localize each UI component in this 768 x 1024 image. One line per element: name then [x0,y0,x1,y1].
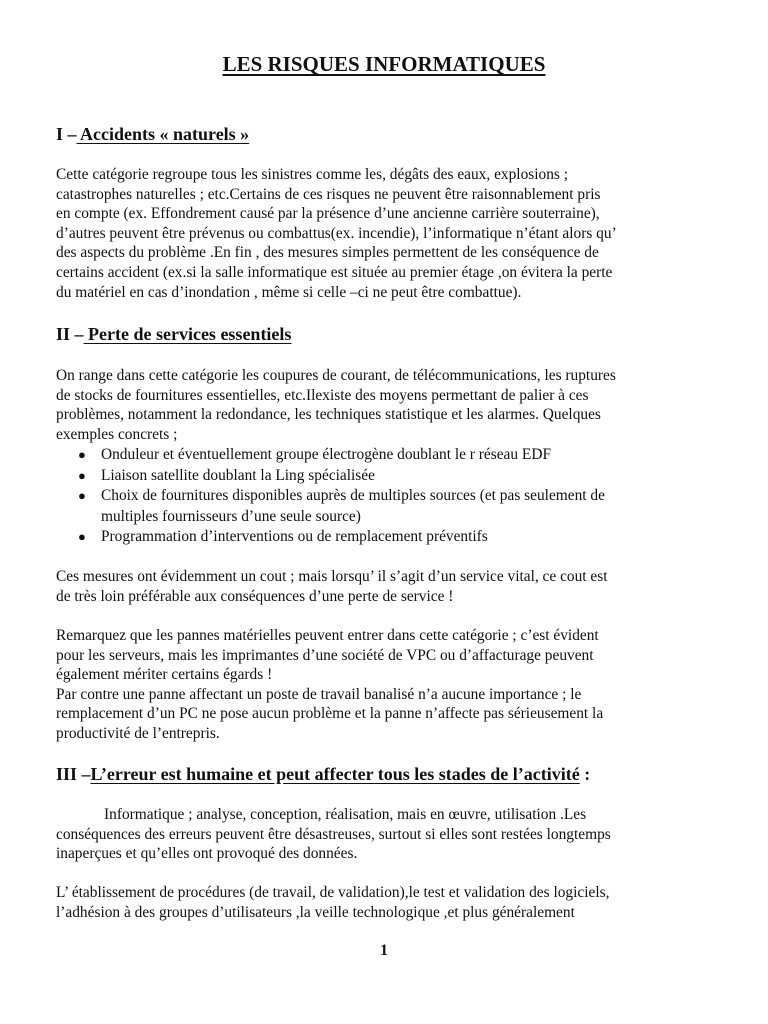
section-1-number: I – [56,124,77,144]
text-line: productivité de l’entrepris. [56,724,220,742]
examples-list [56,445,716,548]
text-line: Informatique ; analyse, conception, réalisation, mais en œuvre, utilisation .Les [104,806,587,823]
section-2-number: II – [56,324,84,344]
list-item [56,466,716,487]
section-2-title: Perte de services essentiels [83,324,292,344]
page-title: LES RISQUES INFORMATIQUES [222,52,546,76]
section-1-heading [56,124,249,145]
section-3-suffix: : [579,764,591,784]
text-line: catastrophes naturelles ; etc.Certains de ces risques ne peuvent être raisonnablement pris [56,185,601,203]
text-line: l’adhésion à des groupes d’utilisateurs ,la veille technologique ,et plus généralement [56,903,575,921]
bullet-icon: ● [78,529,86,544]
text-line: Choix de fournitures disponibles auprès de multiples sources (et pas seulement de [101,487,605,504]
bullet-icon: ● [78,488,86,503]
section-1-paragraph [56,165,716,302]
list-item [56,445,716,466]
page-number: 1 [380,942,388,959]
section-1-title: Accidents « naturels » [76,124,250,144]
text-line: certains accident (ex.si la salle informatique est située au premier étage ,on évitera la perte [56,263,613,281]
section-3-paragraph-1 [56,805,716,864]
list-item [56,486,716,527]
text-line: du matériel en cas d’inondation , même si celle –ci ne peut être combattue). [56,283,522,301]
text-line: Ces mesures ont évidemment un cout ; mais lorsqu’ il s’agit d’un service vital, ce cout est [56,568,608,585]
section-3-paragraph-2 [56,883,716,922]
section-2-paragraph-3 [56,626,716,744]
text-line: Cette catégorie regroupe tous les sinistres comme les, dégâts des eaux, explosions ; [56,166,569,183]
text-line: des aspects du problème .En fin , des mesures simples permettent de les conséquence de [56,244,599,262]
text-line: Liaison satellite doublant la Ling spécialisée [101,466,375,484]
text-line: également mériter certains égards ! [56,666,273,684]
text-line: multiples fournisseurs d’une seule source) [101,507,361,525]
section-3-number: III – [56,764,91,784]
text-line: conséquences des erreurs peuvent être désastreuses, surtout si elles sont restées longtemps [56,825,611,843]
text-line: de très loin préférable aux conséquences d’une perte de service ! [56,587,454,605]
text-line: d’autres peuvent être prévenus ou combattus(ex. incendie), l’informatique n’étant alors qu’ [56,224,617,242]
section-3-title: L’erreur est humaine et peut affecter tous les stades de l’activité [90,764,580,784]
section-2-paragraph-2 [56,567,716,606]
section-2-heading [56,324,291,345]
text-line: problèmes, notamment la redondance, les techniques statistique et les alarmes. Quelques [56,406,601,424]
text-line: Programmation d’interventions ou de remplacement préventifs [101,528,488,545]
text-line: Remarquez que les pannes matérielles peuvent entrer dans cette catégorie ; c’est évident [56,627,599,644]
section-3-heading [56,764,590,785]
text-line: en compte (ex. Effondrement causé par la présence d’une ancienne carrière souterraine), [56,205,600,223]
text-line: exemples concrets ; [56,425,178,443]
text-line: On range dans cette catégorie les coupures de courant, de télécommunications, les ruptures [56,367,616,384]
text-line: pour les serveurs, mais les imprimantes d’une société de VPC ou d’affacturage peuvent [56,646,594,664]
list-item [56,527,716,548]
text-line: Onduleur et éventuellement groupe électrogène doublant le r réseau EDF [101,446,552,463]
text-line: L’ établissement de procédures (de travail, de validation),le test et validation des logiciels, [56,884,610,901]
text-line: de stocks de fournitures essentielles, etc.Ilexiste des moyens permettant de palier à ces [56,386,589,404]
text-line: remplacement d’un PC ne pose aucun problème et la panne n’affecte pas sérieusement la [56,705,604,723]
section-2-intro [56,366,716,444]
text-line: inaperçues et qu’elles ont provoqué des données. [56,845,358,863]
text-line: Par contre une panne affectant un poste de travail banalisé n’a aucune importance ; le [56,685,582,703]
bullet-icon: ● [78,447,86,462]
bullet-icon: ● [78,467,86,483]
